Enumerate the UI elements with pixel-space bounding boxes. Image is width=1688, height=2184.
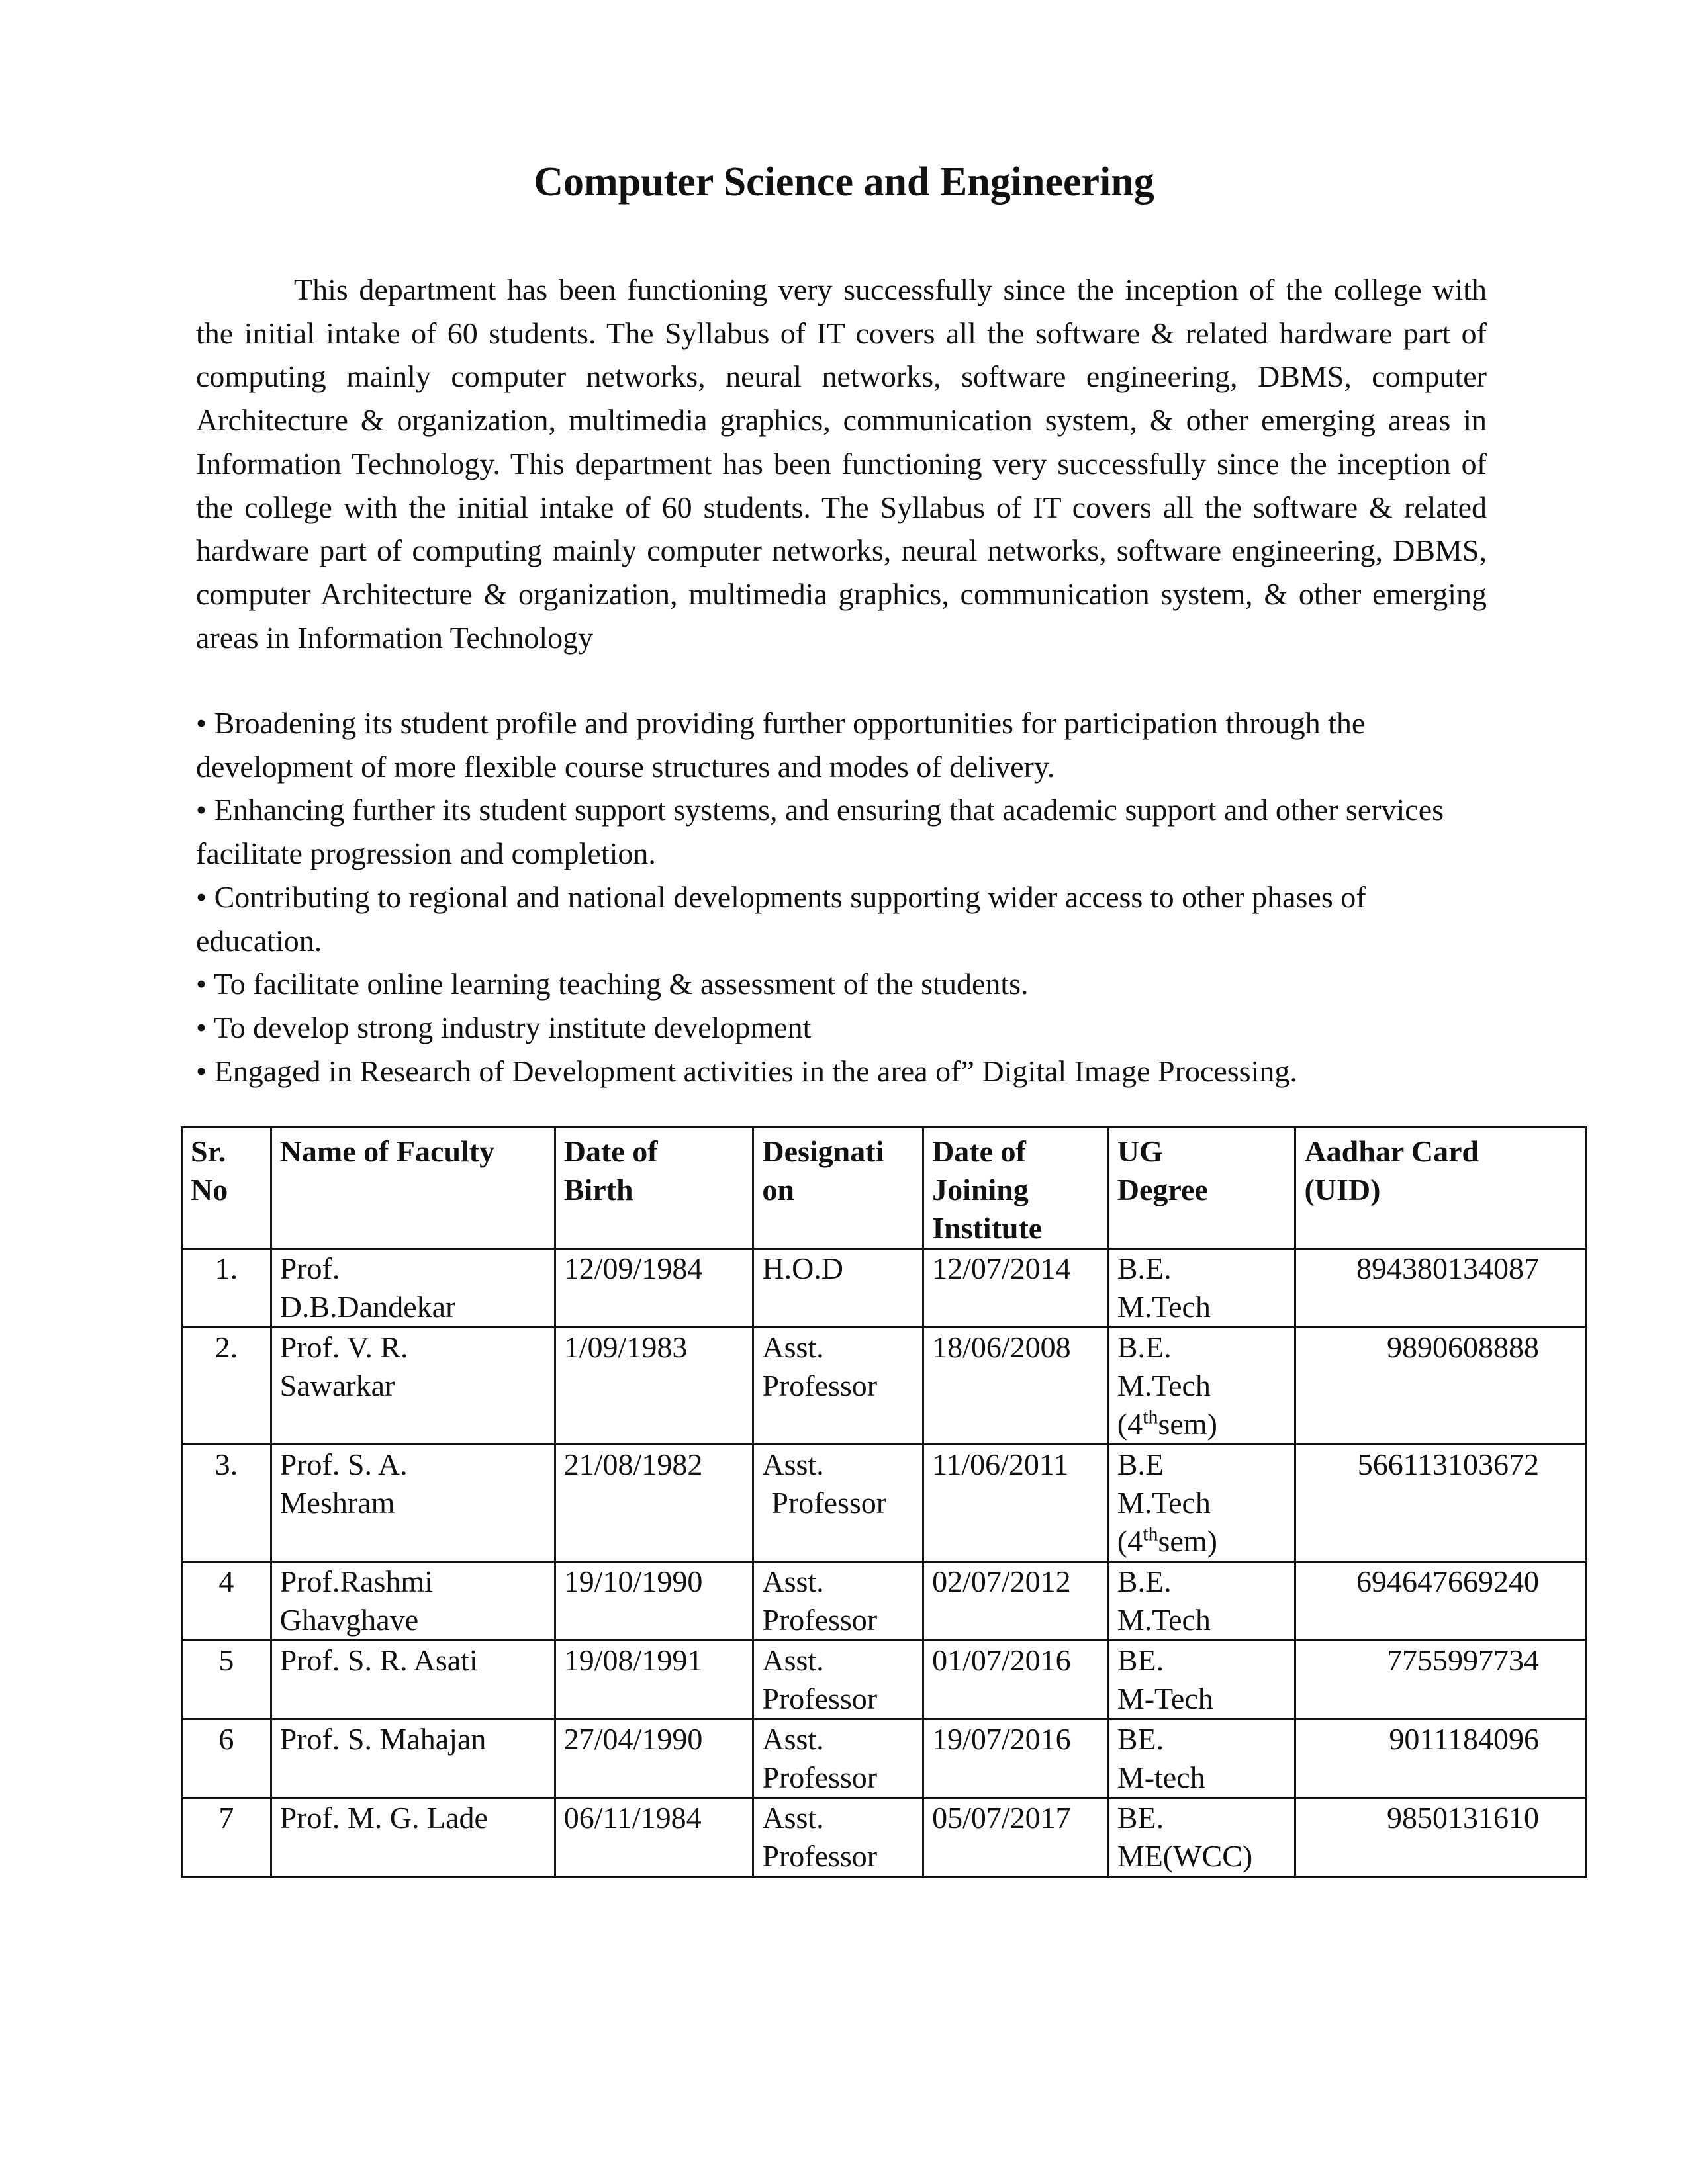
bullet-text: Engaged in Research of Development activities in the area of” Digital Image Processing. (214, 1054, 1297, 1088)
cell-name: Prof. S. Mahajan (271, 1719, 555, 1798)
list-item (196, 1006, 1487, 1050)
cell-name: Prof. V. R. Sawarkar (271, 1328, 555, 1445)
cell-designation: Asst. Professor (753, 1798, 923, 1877)
cell-dob: 19/08/1991 (555, 1641, 753, 1719)
cell-sr: 6 (182, 1719, 271, 1798)
cell-designation: H.O.D (753, 1249, 923, 1328)
header-dob: Date of Birth (555, 1128, 753, 1249)
cell-ug-degree: BE. M-tech (1108, 1719, 1295, 1798)
cell-designation: Asst. Professor (753, 1445, 923, 1562)
cell-uid: 566113103672 (1295, 1445, 1587, 1562)
table-row (182, 1445, 1587, 1562)
cell-sr: 7 (182, 1798, 271, 1877)
cell-ug-degree: B.E. M.Tech (4thsem) (1108, 1328, 1295, 1445)
cell-dob: 27/04/1990 (555, 1719, 753, 1798)
cell-doj: 02/07/2012 (923, 1562, 1109, 1641)
table-row (182, 1641, 1587, 1719)
cell-uid: 9850131610 (1295, 1798, 1587, 1877)
cell-sr: 1. (182, 1249, 271, 1328)
bullet-text: Contributing to regional and national developments supporting wider access to other phases of education. (196, 880, 1366, 958)
cell-name: Prof.Rashmi Ghavghave (271, 1562, 555, 1641)
intro-paragraph: This department has been functioning very successfully since the inception of the college with the initial intake of 60 students. The Syllabus of IT covers all the software & related hardware part of computing mainly computer networks, neural networks, software engineering, DBMS, computer Architecture & organization, multimedia graphics, communication system, & other emerging areas in Information Technology. This department has been functioning very successfully since the inception of the college with the initial intake of 60 students. The Syllabus of IT covers all the software & related hardware part of computing mainly computer networks, neural networks, software engineering, DBMS, computer Architecture & organization, multimedia graphics, communication system, & other emerging areas in Information Technology (196, 273, 1487, 655)
cell-name: Prof. S. R. Asati (271, 1641, 555, 1719)
cell-uid: 894380134087 (1295, 1249, 1587, 1328)
cell-dob: 19/10/1990 (555, 1562, 753, 1641)
list-item (196, 788, 1487, 875)
header-sr-no: Sr. No (182, 1128, 271, 1249)
cell-doj: 01/07/2016 (923, 1641, 1109, 1719)
list-item (196, 876, 1487, 962)
faculty-table (181, 1126, 1587, 1878)
bullet-text: To develop strong industry institute development (213, 1010, 812, 1044)
cell-name: Prof. S. A. Meshram (271, 1445, 555, 1562)
header-uid: Aadhar Card (UID) (1295, 1128, 1587, 1249)
cell-dob: 21/08/1982 (555, 1445, 753, 1562)
bullet-icon: • (196, 880, 207, 914)
cell-designation: Asst. Professor (753, 1562, 923, 1641)
bullet-icon: • (196, 967, 207, 1001)
bullet-icon: • (196, 1054, 207, 1088)
cell-doj: 12/07/2014 (923, 1249, 1109, 1328)
cell-designation: Asst. Professor (753, 1641, 923, 1719)
cell-doj: 11/06/2011 (923, 1445, 1109, 1562)
cell-sr: 4 (182, 1562, 271, 1641)
cell-ug-degree: B.E M.Tech (4thsem) (1108, 1445, 1295, 1562)
cell-uid: 9011184096 (1295, 1719, 1587, 1798)
cell-dob: 06/11/1984 (555, 1798, 753, 1877)
bullet-text: To facilitate online learning teaching & assessment of the students. (213, 967, 1029, 1001)
cell-designation: Asst. Professor (753, 1328, 923, 1445)
cell-uid: 9890608888 (1295, 1328, 1587, 1445)
cell-sr: 3. (182, 1445, 271, 1562)
header-designation: Designati on (753, 1128, 923, 1249)
cell-ug-degree: B.E. M.Tech (1108, 1249, 1295, 1328)
cell-sr: 5 (182, 1641, 271, 1719)
cell-name: Prof. M. G. Lade (271, 1798, 555, 1877)
header-doj: Date of Joining Institute (923, 1128, 1109, 1249)
table-row (182, 1719, 1587, 1798)
cell-ug-degree: BE. ME(WCC) (1108, 1798, 1295, 1877)
table-row (182, 1249, 1587, 1328)
list-item (196, 702, 1487, 788)
table-row (182, 1562, 1587, 1641)
bullet-text: Enhancing further its student support systems, and ensuring that academic support and other services facilitate progression and completion. (196, 793, 1444, 871)
cell-dob: 12/09/1984 (555, 1249, 753, 1328)
list-item (196, 1050, 1487, 1093)
header-ug-degree: UG Degree (1108, 1128, 1295, 1249)
cell-uid: 694647669240 (1295, 1562, 1587, 1641)
list-item (196, 962, 1487, 1006)
table-header-row (182, 1128, 1587, 1249)
cell-doj: 18/06/2008 (923, 1328, 1109, 1445)
cell-sr: 2. (182, 1328, 271, 1445)
bullet-icon: • (196, 793, 207, 827)
cell-designation: Asst. Professor (753, 1719, 923, 1798)
bullet-text: Broadening its student profile and providing further opportunities for participation through the development of more flexible course structures and modes of delivery. (196, 706, 1366, 784)
objectives-list (196, 702, 1487, 1093)
cell-name: Prof. D.B.Dandekar (271, 1249, 555, 1328)
cell-doj: 19/07/2016 (923, 1719, 1109, 1798)
table-row (182, 1328, 1587, 1445)
bullet-icon: • (196, 706, 207, 740)
cell-ug-degree: BE. M-Tech (1108, 1641, 1295, 1719)
cell-ug-degree: B.E. M.Tech (1108, 1562, 1295, 1641)
cell-dob: 1/09/1983 (555, 1328, 753, 1445)
table-row (182, 1798, 1587, 1877)
page-title: Computer Science and Engineering (534, 159, 1154, 205)
cell-uid: 7755997734 (1295, 1641, 1587, 1719)
cell-doj: 05/07/2017 (923, 1798, 1109, 1877)
header-name: Name of Faculty (271, 1128, 555, 1249)
bullet-icon: • (196, 1010, 207, 1044)
